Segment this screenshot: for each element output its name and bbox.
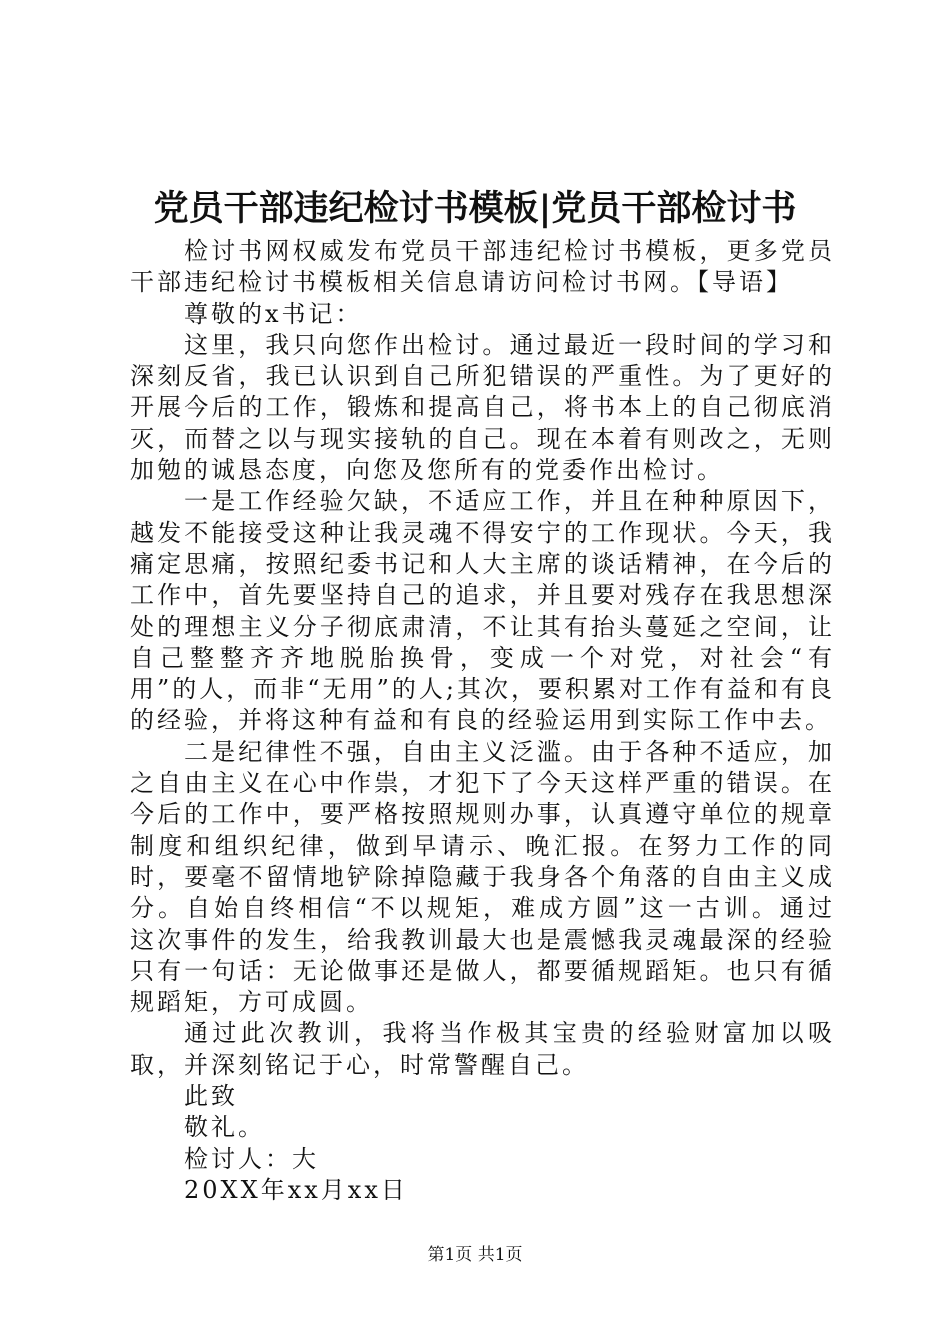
closing-line-2: 敬礼。 [184, 1113, 265, 1142]
page-footer: 第1页 共1页 [427, 1245, 523, 1265]
document-title: 党员干部违纪检讨书模板|党员干部检讨书 [153, 188, 797, 229]
salutation: 尊敬的x书记： [184, 299, 363, 328]
document-body [130, 236, 835, 1206]
signature-line: 检讨人：大 [184, 1144, 319, 1173]
body-paragraph-4: 通过此次教训，我将当作极其宝贵的经验财富加以吸取，并深刻铭记于心，时常警醒自己。 [130, 1019, 835, 1079]
date-line: 20XX年xx月xx日 [184, 1175, 408, 1204]
body-paragraph-2: 一是工作经验欠缺，不适应工作，并且在种种原因下，越发不能接受这种让我灵魂不得安宁的工作现状。今天，我痛定思痛，按照纪委书记和人大主席的谈话精神，在今后的工作中，首先要坚持自己的追求，并且要对残存在我思想深处的理想主义分子彻底肃清，不让其有抬头蔓延之空间，让自己整整齐齐地脱胎换骨，变成一个对党，对社会“有用”的人，而非“无用”的人;其次，要积累对工作有益和有良的经验，并将这种有益和有良的经验运用到实际工作中去。 [130, 487, 835, 735]
body-paragraph-3: 二是纪律性不强，自由主义泛滥。由于各种不适应，加之自由主义在心中作祟，才犯下了今天这样严重的错误。在今后的工作中，要严格按照规则办事，认真遵守单位的规章制度和组织纪律，做到早请示、晚汇报。在努力工作的同时，要毫不留情地铲除掉隐藏于我身各个角落的自由主义成分。自始自终相信“不以规矩，难成方圆”这一古训。通过这次事件的发生，给我教训最大也是震憾我灵魂最深的经验只有一句话：无论做事还是做人，都要循规蹈矩。也只有循规蹈矩，方可成圆。 [130, 737, 835, 1017]
body-paragraph-1: 这里，我只向您作出检讨。通过最近一段时间的学习和深刻反省，我已认识到自己所犯错误的严重性。为了更好的开展今后的工作，锻炼和提高自己，将书本上的自己彻底消灭，而替之以与现实接轨的自己。现在本着有则改之，无则加勉的诚恳态度，向您及您所有的党委作出检讨。 [130, 330, 835, 485]
closing-line-1: 此致 [184, 1082, 238, 1111]
intro-paragraph: 检讨书网权威发布党员干部违纪检讨书模板，更多党员干部违纪检讨书模板相关信息请访问检讨书网。【导语】 [130, 237, 835, 297]
